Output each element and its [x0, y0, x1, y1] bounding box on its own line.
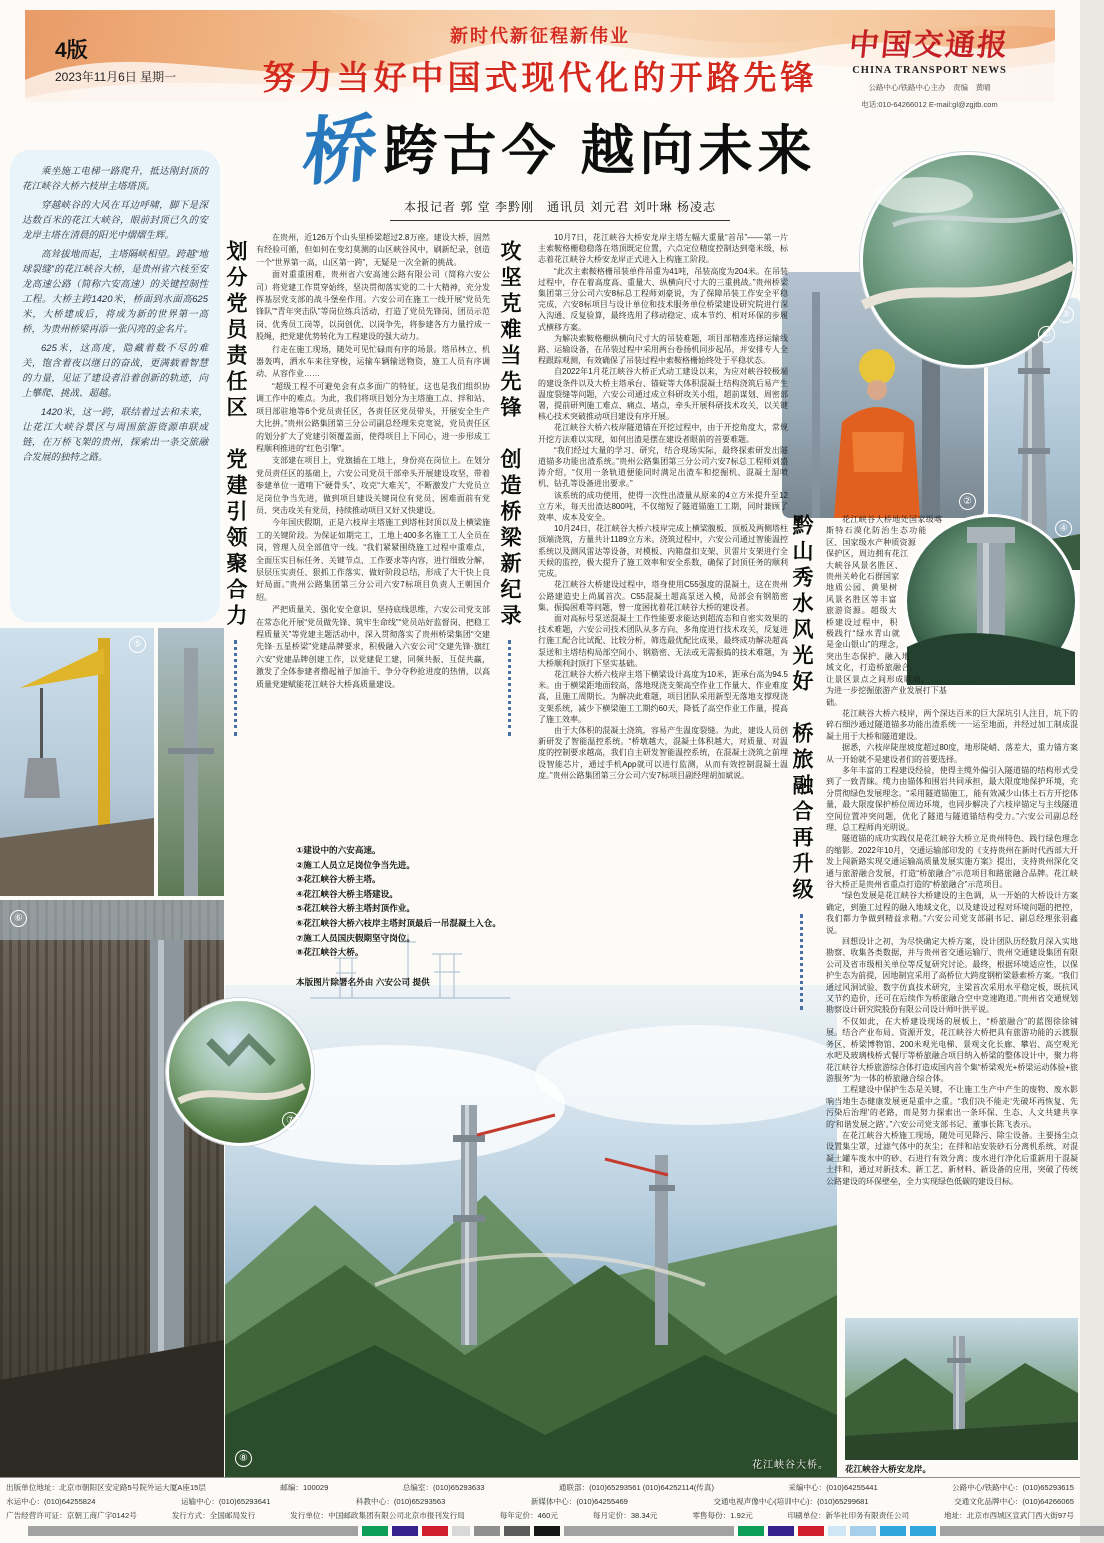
masthead-editor-line: 公路中心/铁路中心主办 责编 黄晴: [868, 83, 991, 92]
headline-title: 跨古今 越向未来: [383, 121, 817, 181]
masthead-english: CHINA TRANSPORT NEWS: [852, 65, 1007, 76]
section1-body: [256, 232, 490, 832]
photo-credit: 本版图片除署名外由 六安公司 提供: [296, 977, 430, 987]
section3-body: [826, 514, 1078, 1320]
section3-title-text: 黔山秀水风光好 桥旅融合再升级: [790, 514, 813, 904]
photo-caption-item: ①建设中的六安高速。: [296, 845, 381, 855]
footer-item: 每月定价：38.34元: [592, 1511, 658, 1520]
photo-caption-list: [296, 843, 504, 960]
photo-aerial-highway-circle: [860, 152, 1076, 368]
body-paragraph: 10月7日，花江峡谷大桥安龙岸主塔左幅大重量“首吊”——第一片主索鞍格栅稳稳落在塔顶既定位置，六点定位精度控制达到毫米级，标志着花江峡谷大桥安龙岸正式进入上构施工阶段。: [538, 233, 788, 265]
main-photo-caption: 花江峡谷大桥。: [752, 1460, 829, 1471]
footer-item: 总编室：(010)65293633: [402, 1483, 485, 1492]
body-paragraph: 为解决索鞍格栅纵横向尺寸大的吊装难题，项目部精准选择运输线路、运输设备，在吊装过程中采用两台卷扬机同步起吊，并安排专人全程跟踪观测，有效确保了吊装过程中索鞍格栅始终处于平稳状态。: [538, 333, 788, 366]
masthead-contact-line: 电话:010-64266012 E-mail:gl@zgjtb.com: [861, 100, 998, 109]
slogan-top: 新时代新征程新伟业: [450, 26, 630, 46]
photo-crane-hoist: [0, 628, 154, 896]
footer-item: 出版单位地址：北京市朝阳区安定路5号院外运大厦A座15层: [6, 1483, 206, 1492]
color-swatch: [534, 1526, 560, 1536]
photo-anlong-bank: [845, 1318, 1078, 1460]
page-info: [55, 34, 176, 85]
intro-column: [10, 150, 220, 622]
body-paragraph: “超级工程不可避免会有点多面广的特征，这也是我们组织协调工作中的难点。为此，我们将项目划分为主塔施工点、拌和站、项目部驻地等6个党员责任区，各责任区党员带头，开展安全生产大比拼。”贵州公路集团第三分公司副总经理朱克宽说，党员责任区的划分扩大了党建引领覆盖面，使得项目上下同心，进一步形成工程顺利推进的“红色引擎”。: [256, 381, 490, 453]
footer-item: 印刷单位：新华社印务有限责任公司: [787, 1511, 910, 1520]
photo-badge: ⑦: [282, 1112, 299, 1129]
photo-valley-bridge-main: [225, 985, 837, 1477]
body-paragraph: 不仅如此，在大桥建设现场的展板上，“桥旅融合”的蓝图徐徐铺展。结合产业布局、资源开发，花江峡谷大桥把具有旅游功能的云渡服务区、桥梁博物馆、200米观光电梯、景观文化长廊、攀岩、高空观光水吧及玻璃栈桥式餐厅等桥旅融合项目纳入桥梁的整体设计中，聚力将花江峡谷大桥旅游综合体打造成国内首个集“桥梁观光+桥梁运动体验+旅游服务”为一体的桥旅融合综合体。: [826, 1016, 1079, 1083]
photo-caption-item: ④花江峡谷大桥主塔建设。: [296, 888, 398, 899]
photo-caption-item: ⑦施工人员国庆假期坚守岗位。: [296, 932, 415, 943]
body-paragraph: 花江峡谷大桥六枝岸，两个深达百米的巨大深坑引人注目，坑下的碎石细沙通过隧道锚多功能出渣系统一一运至地面，并经过加工制成混凝土用于大桥和隧道建设。: [826, 708, 1078, 741]
body-paragraph: 面对高标号泵送混凝土工作性能要求能达到超流态和自密实效果的技术难题，六安公司技术团队从多方向、多角度进行技术攻关，反复进行施工配合比试配、比较分析，筛选最优配比成果，最终成功解决超高泵送和主塔结构局部空间小、钢筋密、无法或无需振捣的技术难题，为大桥顺利封顶打下坚实基础。: [538, 613, 788, 668]
footer-item: 发行单位：中国邮政集团有限公司北京市报刊发行局: [290, 1511, 465, 1520]
masthead: [812, 20, 1047, 110]
section1-title-text: 划分党员责任区 党建引领聚合力: [224, 240, 247, 630]
footer-row-2: [6, 1496, 1074, 1507]
footer-item: 公路中心/铁路中心：(010)65293615: [952, 1483, 1074, 1492]
color-swatch: [422, 1526, 448, 1536]
footer-item: 交通文化品牌中心：(010)64266065: [954, 1497, 1074, 1506]
body-paragraph: 隧道锚的成功实践仅是花江峡谷大桥立足贵州特色、践行绿色理念的缩影。2022年10月，交通运输部印发的《支持贵州在新时代西部大开发上闯新路实现交通运输高质量发展实施方案》提出，支持贵州深化交通与旅游融合发展，打造“桥旅融合”示范项目和路旅融合品牌。花江峡谷大桥正是贵州省重点打造的“桥旅融合”示范项目。: [826, 834, 1078, 889]
photo-caption-item: ②施工人员立足岗位争当先进。: [296, 859, 415, 870]
photo-badge: ⑥: [10, 910, 27, 927]
body-paragraph: 该系统的成功使用，使得一次性出渣量从原来的4立方米提升至12立方米，每天出渣达800吨，不仅缩短了隧道锚施工工期，同时兼顾了效率、成本及安全。: [538, 490, 788, 523]
body-paragraph: 工程建设中保护生态是关键，不让施工生产中产生的废物、废水影响当地生态健康发展更是重中之重。“我们决不能走‘先破坏再恢复、先污染后治理’的老路，而是努力探索出一条环保、生态、人文共建共享的‘和谐发展之路’。”六安公司党支部书记、董事长陈飞表示。: [826, 1085, 1078, 1129]
intro-paragraph: 625米，这高度，隐藏着数不尽的难关，饱含着夜以继日的奋战，更满载着智慧的力量，见证了建设者沿着创新的轨迹，向上攀爬、挑战、超越。: [22, 343, 208, 399]
color-swatch: [504, 1526, 530, 1536]
footer-item: 地址：北京市西城区宣武门西大街97号: [944, 1511, 1074, 1520]
body-paragraph: 自2022年1月花江峡谷大桥正式动工建设以来，为应对峡谷较极端的建设条件以及大桥主塔承台、锚碇等大体积混凝土结构浇筑后易产生温度裂缝等问题，六安公司通过成立科研攻关小组，超前谋划、周密部署，提前研判施工难点、痛点、堵点，牵头开展科研技术攻关，以关键核心技术突破推动项目建设有序开展。: [538, 367, 788, 422]
photo-caption-item: ⑧花江峡谷大桥。: [296, 947, 364, 958]
body-paragraph: 今年国庆假期，正是六枝岸主塔施工到塔柱封顶以及上横梁施工的关键阶段。为保证如期完工，工地上400多名施工工人全员在岗，管理人员全部值守一线。“我们紧紧围绕施工过程中重难点，全面压实目标任务、关键节点、工作要求等内容，进行细致分解，层层压实责任、狠抓工作落实、做好阶段总结，形成了大干快上良好局面。”贵州公路集团第三分公司六安7标项目负责人王朝国介绍。: [256, 518, 490, 602]
color-swatch: [768, 1526, 794, 1536]
body-paragraph: 回想设计之初，为尽快确定大桥方案，设计团队历经数月深入实地勘察、收集各类数据，并与贵州省交通运输厅、贵州交通建设集团有限公司及省市级相关单位等反复研究讨论。最终，根据环境适应性，以保护生态为前提，因地制宜采用了高桥位大跨度钢桁梁悬索桥方案。“我们通过风洞试验、数字仿真技术研究，主梁首次采用水平稳定板，既抗风又节约造价，还可在后续作为桥旅融合空中竞速跑道。”贵州省交通规划勘察设计研究院股份有限公司设计师叶洪平说。: [826, 937, 1078, 1015]
color-swatch: [940, 1526, 1104, 1536]
body-paragraph: 花江峡谷大桥建设过程中，塔身使用C55强度的混凝土，这在贵州公路建造史上尚属首次。C55混凝土超高泵送入模，局部会有钢筋密集、振捣困难等问题，曾一度困扰着花江峡谷大桥的建设者。: [538, 580, 788, 612]
photo-site-strip: [158, 628, 224, 896]
photo-caption-item: ⑥花江峡谷大桥六枝岸主塔封顶最后一吊混凝土入仓。: [296, 917, 501, 928]
footer-item: 邮编：100029: [280, 1483, 329, 1492]
color-swatch: [28, 1526, 358, 1536]
footer-item: 采编中心：(010)64255441: [788, 1483, 878, 1492]
body-paragraph: “此次主索鞍格栅吊装单件吊重为41吨，吊装高度为204米。在吊装过程中，存在着高度高、重量大、纵横向尺寸大的三重挑战。”贵州桥梁集团第三分公司六安8标总工程师刘豪说，为了保障吊装工作安全平稳完成，六安8标项目与设计单位和技术服务单位桥梁建设研究院进行深入沟通、反复验算，最终选用了移动稳定、成本节约、相对环保的步履式横移方案。: [538, 266, 788, 332]
title-dotted-rule: [508, 640, 511, 736]
color-swatch: [564, 1526, 734, 1536]
photo-badge: ③: [1057, 306, 1074, 323]
intro-paragraph: 乘坐施工电梯一路爬升，抵达刚封顶的花江峡谷大桥六枝岸主塔塔顶。: [22, 166, 208, 192]
body-paragraph: 据悉，六枝岸陡崖坡度超过80度，地形陡峭、落差大，重力锚方案从一开始就不是建设者们的首要选择。: [826, 743, 1078, 764]
color-swatch: [452, 1526, 470, 1536]
photo-mountain-road-circle: [166, 998, 314, 1146]
footer-item: 广告经营许可证：京朝工商广字0142号: [6, 1511, 137, 1520]
body-paragraph: “我们经过大量的学习、研究，结合现场实际，最终探索研发出隧道锚多功能出渣系统。”贵州公路集团第三分公司六安7标总工程师刘盛涛介绍，“仅用一条轨道便能同时满足出渣车和挖掘机、混凝土湿喷机、钻孔等设备进出要求。”: [538, 445, 788, 489]
page-number: 4版: [55, 39, 88, 62]
color-swatch: [910, 1526, 936, 1536]
header-banner: [25, 10, 1055, 109]
intro-paragraph: 1420米，这一跨，联结着过去和未来，让花江大峡谷景区与周围旅游资源串联成链，在万桥飞架的贵州，探索出一条交旅融合发展的独特之路。: [22, 407, 208, 463]
body-paragraph: 花江峡谷大桥六枝岸隧道锚在开挖过程中，由于开挖角度大，常规开挖方法难以实现，如何出渣是摆在建设者眼前的首要难题。: [538, 423, 788, 444]
body-paragraph: 严把质量关、强化安全意识、坚持底线思维，六安公司党支部在常态化开展“党员做先锋、筑牢生命线”“党员站好监督岗、把稳工程质量关”等党建主题活动中，深入贯彻落实了贵州桥梁集团“交建先锋·五星桥梁”党建品牌要求，积极融入六安公司“交建先锋·旗红六安”党建品牌创建工作，以党建促工建，同频共振、互促共赢，激发了全体参建者撸起袖子加油干、争分夺秒抢进度的热情，以高质量党建赋能花江峡谷大桥高质量建设。: [256, 605, 490, 689]
color-swatch: [392, 1526, 418, 1536]
photo-caption-item: ③花江峡谷大桥主塔。: [296, 874, 381, 885]
intro-paragraph: 高耸拔地而起，主塔隔峡相望。跨越“地球裂缝”的花江峡谷大桥，是贵州省六枝至安龙高速公路（简称六安高速）的关键控制性工程。大桥主跨1420米，桥面到水面高625米，大桥建成后，将成为新的世界第一高桥，为贵州桥梁再添一张闪亮的金名片。: [22, 249, 208, 335]
body-paragraph: “绿色发展是花江峡谷大桥建设的主色调，从一开始的大桥设计方案确定，到施工过程的融入地域文化，以及建设过程对环境问题的把控，我们都力争做到精益求精。”六安公司党支部副书记、副总经理张羽鑫说。: [826, 891, 1078, 935]
body-paragraph: 面对重重困难，贵州省六安高速公路有限公司（简称六安公司）将党建工作贯穿始终，坚决贯彻落实党的二十大精神，充分发挥基层党支部的战斗堡垒作用。六安公司在施工一线开展“党员先锋队”“青年突击队”等岗位练兵活动，打造了党员先锋岗、团员示范岗、优秀员工岗等，以岗创优、以岗争先，将参建各方力量拧成一股绳，把党建优势转化为工程建设的强大动力。: [256, 270, 490, 342]
body-paragraph: 花江峡谷大桥地处国家级喀斯特石漠化防治生态功能区、国家级水产种质资源保护区，周边拥有花江大峡谷风景名胜区、贵州关岭化石群国家地质公园、黄果树风景名胜区等丰富旅游资源。超级大桥建设过程中，积极践行“绿水青山就是金山银山”的理念，突出生态保护、融入地域文化，打造桥旅融合，让景区景点之间形成联动，为进一步挖掘旅游产业发展打下基础。: [826, 515, 947, 707]
main-headline-block: [270, 105, 850, 221]
footer-item: 零售每份：1.92元: [692, 1511, 753, 1520]
photo-tower-aerial-circle: [904, 514, 1078, 688]
footer-item: 每年定价：460元: [499, 1511, 558, 1520]
slogan-main: 努力当好中国式现代化的开路先锋: [262, 59, 818, 96]
color-swatch: [828, 1526, 846, 1536]
footer-item: 运输中心：(010)65293641: [180, 1497, 271, 1506]
footer-item: 通联部：(010)65293561 (010)64252114(传真): [558, 1483, 714, 1492]
body-paragraph: 花江峡谷大桥六枝岸主塔下横梁设计高度为10米，距承台高为94.5米。由于横梁距地面较高，落地现浇支架高空作业工作量大、作业难度高，且施工周期长。为解决此难题，项目团队采用新型无落地支撑现浇支架系统，减少下横梁施工工期约60天，降低了高空作业工作量，提高了施工效率。: [538, 669, 788, 724]
body-paragraph: 在贵州，近126万个山头里桥梁超过2.8万座。建设大桥，固然有经验可循，但如何在变幻莫测的山区峡谷风中，刷新纪录，创造一个“世界第一高，山区第一跨”，无疑是一次全新的挑战。: [256, 233, 490, 267]
print-color-calibration-bar: [28, 1526, 1052, 1536]
footer-row-1: [6, 1482, 1074, 1493]
section2-title-text: 攻坚克难当先锋 创造桥梁新纪录: [498, 240, 521, 630]
footer-row-3: [6, 1510, 1074, 1521]
color-swatch: [738, 1526, 764, 1536]
body-paragraph: 多年丰富的工程建设经验，使得主缆外偏引入隧道锚的结构形式受到了一致青睐。缆力由锚体和围岩共同承担，最大限度地保护环境，充分贯彻绿色发展理念。“采用隧道锚施工，能有效减少山体土石方开挖体量，最大限度保护桥位周边环境，也同步解决了六枝岸锚定与主线隧道空间位置冲突问题，优化了隧道与隧道锚结构受力。”六安公司副总经理、总工程师冉光明说。: [826, 765, 1078, 832]
body-paragraph: 在花江峡谷大桥施工现场，随处可见降污、除尘设备。主要扬尘点设置集尘罩，过滤气体中的灰尘；在拌和站安装砂石分离机系统，对混凝土罐车废水中的砂、石进行有效分离；废水进行净化后重新用于混凝土拌和，通过对新技术、新工艺、新材料、新设备的应用，突破了传统公路建设的环保壁垒，全力实现绿色低碳的建设目标。: [826, 1130, 1078, 1186]
body-paragraph: 支部建在项目上，党旗插在工地上，身份亮在岗位上。在划分党员责任区的基础上，六安公司党员干部牵头开展建设攻坚，带着参建单位一道啃下“硬骨头”、攻克“大难关”，不断激发广大党员立足岗位争当先进，做到项目建设关键岗位有党员、困难面前有党员、突击攻关有党员，持续推动项目又好又快建设。: [256, 456, 490, 515]
intro-paragraph: 穿越峡谷的大风在耳边呼啸，脚下是深达数百米的花江大峡谷，眼前封顶已久的安龙岸主塔在清晨的阳光中熠熠生辉。: [22, 200, 208, 241]
photo-badge: ②: [959, 493, 976, 510]
section2-body: [538, 232, 788, 980]
color-swatch: [850, 1526, 876, 1536]
color-swatch: [798, 1526, 824, 1536]
photo-caption-item: ⑤花江峡谷大桥主塔封顶作业。: [296, 903, 415, 914]
footer-item: 交通电视声像中心(培训中心)：(010)65299681: [713, 1497, 869, 1506]
page-date: 2023年11月6日 星期一: [55, 70, 177, 84]
footer-item: 发行方式：全国邮局发行: [171, 1511, 256, 1520]
masthead-logo: 中国交通报: [847, 29, 1011, 62]
section2-vertical-title: [496, 240, 522, 736]
photo-badge: ⑧: [235, 1450, 252, 1467]
body-paragraph: 由于大体积的混凝土浇筑，容易产生温度裂缝。为此，建设人员创新研发了智能温控系统。“桥墩越大，混凝土体积越大，对质量、对温度的控制要求越高，我们自主研发智能温控系统，在混凝土浇筑之前埋设智能芯片，通过手机App就可以进行监测，从而有效控制混凝土温度。”贵州公路集团第三分公司六安7标项目副经理胡加斌说。: [538, 725, 788, 780]
footer-item: 新媒体中心：(010)64255469: [530, 1497, 628, 1506]
headline-calligraphy-char: 桥: [300, 105, 381, 197]
photo-badge: ④: [1055, 520, 1072, 537]
title-dotted-rule: [800, 914, 803, 1010]
section3-vertical-title: [788, 514, 814, 1010]
body-paragraph: 10月24日，花江峡谷大桥六枝岸完成上横梁腹板、顶板及两侧塔柱顶端浇筑，方量共计1189立方米。浇筑过程中，六安公司通过智能温控系统以及测风雷达等设备，对模板、内箱盘扣支架、贝雷片支架进行全天候的监控，极大提升了施工效率和安全系数，确保了封顶任务的顺利完成。: [538, 524, 788, 579]
photo-badge: ①: [1038, 326, 1055, 343]
byline: 本报记者 郭 堂 李黔刚 通讯员 刘元君 刘叶琳 杨凌志: [390, 198, 730, 221]
bottom-right-photo-caption: 花江峡谷大桥安龙岸。: [845, 1464, 931, 1474]
footer-item: 水运中心：(010)64255824: [6, 1497, 96, 1506]
color-swatch: [474, 1526, 500, 1536]
title-dotted-rule: [234, 640, 237, 736]
color-swatch: [880, 1526, 906, 1536]
section1-vertical-title: [222, 240, 248, 736]
photo-badge: ⑤: [129, 636, 146, 653]
color-swatch: [362, 1526, 388, 1536]
footer-divider: [0, 1477, 1080, 1478]
photo-rebar-construction: [0, 900, 224, 1477]
footer-item: 科教中心：(010)65293563: [355, 1497, 446, 1506]
body-paragraph: 行走在施工现场，随处可见忙碌而有序的场景。塔吊林立、机器轰鸣，洒水车来往穿梭，运输车辆输送物资，施工人员有序调动、从容作业……: [256, 344, 490, 379]
